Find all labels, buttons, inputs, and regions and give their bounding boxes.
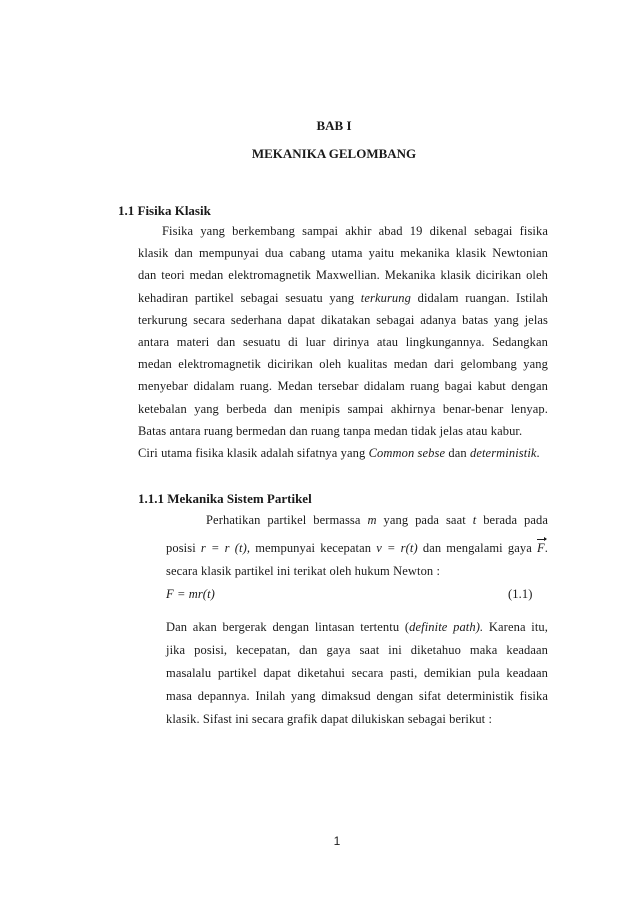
- math-var: F: [537, 541, 545, 555]
- text: .: [536, 446, 540, 460]
- math-expr: r = r (t),: [200, 541, 251, 555]
- para-line: [206, 513, 548, 528]
- text: Ciri utama fisika klasik adalah sifatnya yang: [138, 446, 366, 460]
- para-line: dan teori medan elektromagnetik Maxwellian. Mekanika klasik dicirikan oleh: [138, 268, 548, 282]
- chapter-title: MEKANIKA GELOMBANG: [251, 146, 417, 161]
- para-line: klasik. Sifast ini secara grafik dapat dilukiskan sebagai berikut :: [166, 712, 493, 726]
- equation-number: (1.1): [508, 587, 533, 601]
- para-line: masa depannya. Inilah yang dimaksud dengan sifat deterministik fisika: [166, 689, 548, 703]
- text: posisi: [166, 541, 196, 555]
- text: yang pada saat: [383, 513, 466, 527]
- para-line: menyebar didalam ruang. Medan tersebar didalam ruang bagai kabut dengan: [138, 379, 548, 393]
- math-expr: v = r(t): [376, 541, 418, 555]
- italic-term: terkurung: [360, 291, 411, 305]
- text: dan mengalami gaya: [422, 541, 532, 555]
- para-line: antara materi dan sesuatu di luar dirinya atau lingkungannya. Sedangkan: [138, 335, 548, 349]
- subsection-heading: 1.1.1 Mekanika Sistem Partikel: [138, 491, 312, 506]
- text: berada pada: [483, 513, 548, 527]
- italic-term: Common sebse: [368, 446, 446, 460]
- para-line: [166, 541, 548, 556]
- text: Perhatikan partikel bermassa: [206, 513, 361, 527]
- para-line: secara klasik partikel ini terikat oleh hukum Newton :: [166, 564, 441, 578]
- para-line: medan elektromagnetik dicirikan oleh kualitas medan dari gelombang yang: [138, 357, 548, 371]
- text: kehadiran partikel sebagai sesuatu yang: [138, 291, 355, 305]
- math-var: t: [472, 513, 477, 527]
- text: .: [544, 541, 548, 555]
- page-number: 1: [333, 834, 341, 848]
- para-line: klasik dan mempunyai dua cabang utama yaitu mekanika klasik Newtonian: [138, 246, 548, 260]
- chapter-number: BAB I: [316, 118, 352, 133]
- para-line: [166, 620, 548, 635]
- math-var: m: [367, 513, 377, 527]
- text: mempunyai kecepatan: [255, 541, 372, 555]
- para-line: [138, 291, 548, 306]
- text: dan: [448, 446, 467, 460]
- italic-term: deterministik: [469, 446, 537, 460]
- section-heading: 1.1 Fisika Klasik: [118, 203, 211, 218]
- para-line: Fisika yang berkembang sampai akhir abad 19 dikenal sebagai fisika: [162, 224, 548, 238]
- equation: F = mr(t): [166, 587, 215, 601]
- para-line: ketebalan yang berbeda dan menipis sampai akhirnya benar-benar lenyap.: [138, 402, 548, 416]
- para-line: Batas antara ruang bermedan dan ruang tanpa medan tidak jelas atau kabur.: [138, 424, 523, 438]
- para-line: jika posisi, kecepatan, dan gaya saat ini diketahuo maka keadaan: [166, 643, 548, 657]
- para-line: terkurung secara sederhana dapat dikatakan sebagai adanya batas yang jelas: [138, 313, 548, 327]
- para-line: masalalu partikel dapat diketahui secara pasti, demikian pula keadaan: [166, 666, 548, 680]
- para-line: [138, 446, 540, 461]
- italic-term: definite path).: [409, 620, 484, 634]
- text: Dan akan bergerak dengan lintasan tertentu (: [166, 620, 410, 634]
- text: didalam ruangan. Istilah: [417, 291, 549, 305]
- text: Karena itu,: [488, 620, 548, 634]
